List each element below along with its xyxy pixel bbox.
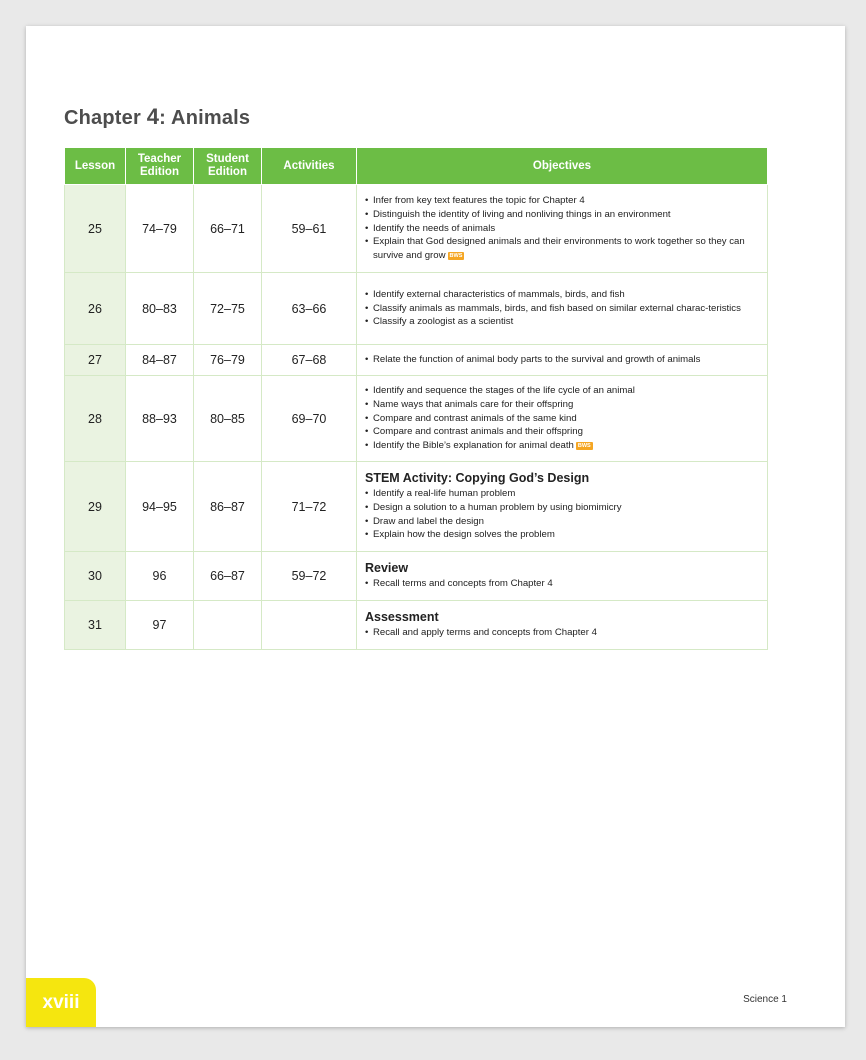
objective-item <box>365 528 759 542</box>
objectives-cell <box>357 552 768 601</box>
student-edition-pages: 66–71 <box>194 185 262 273</box>
teacher-edition-pages: 96 <box>126 552 194 601</box>
objective-item <box>365 235 759 262</box>
teacher-edition-pages: 94–95 <box>126 462 194 552</box>
header-teacher-edition: Teacher Edition <box>126 148 194 185</box>
objectives-list <box>365 288 759 329</box>
objective-item <box>365 398 759 412</box>
objective-text: Identify the needs of animals <box>373 222 496 234</box>
objective-text: Recall terms and concepts from Chapter 4 <box>373 578 553 590</box>
objectives-cell <box>357 376 768 462</box>
activities-pages: 59–61 <box>262 185 357 273</box>
activities-pages: 71–72 <box>262 462 357 552</box>
objectives-list <box>365 577 759 591</box>
objective-item <box>365 384 759 398</box>
activities-pages: 67–68 <box>262 345 357 376</box>
header-activities: Activities <box>262 148 357 185</box>
objective-text: Classify a zoologist as a scientist <box>373 316 514 328</box>
lesson-number: 30 <box>65 552 126 601</box>
objectives-list <box>365 353 759 367</box>
objective-text: Identify the Bible’s explanation for animal death <box>373 440 574 452</box>
header-objectives: Objectives <box>357 148 768 185</box>
bws-badge-icon: BWS <box>577 443 591 450</box>
objectives-cell <box>357 185 768 273</box>
objective-item <box>365 194 759 208</box>
teacher-edition-pages: 84–87 <box>126 345 194 376</box>
objective-heading: Review <box>365 561 409 576</box>
table-row <box>65 376 768 462</box>
student-edition-pages: 86–87 <box>194 462 262 552</box>
activities-pages: 69–70 <box>262 376 357 462</box>
student-edition-pages: 80–85 <box>194 376 262 462</box>
book-title: Science 1 <box>743 994 787 1005</box>
table-row <box>65 601 768 650</box>
objective-item <box>365 577 759 591</box>
objective-item <box>365 501 759 515</box>
teacher-edition-pages: 88–93 <box>126 376 194 462</box>
activities-pages <box>262 601 357 650</box>
chapter-prefix: Chapter <box>64 107 141 129</box>
objectives-list <box>365 626 759 640</box>
table-row <box>65 185 768 273</box>
lesson-number: 31 <box>65 601 126 650</box>
header-lesson: Lesson <box>65 148 126 185</box>
objective-text: Explain how the design solves the problem <box>373 529 555 541</box>
objective-text: Draw and label the design <box>373 515 484 527</box>
objective-item <box>365 208 759 222</box>
objective-text: Identify and sequence the stages of the life cycle of an animal <box>373 385 635 397</box>
table-header-row <box>65 148 768 185</box>
objective-text: Identify a real-life human problem <box>373 488 516 500</box>
document-page <box>26 26 845 1027</box>
objective-text: Explain that God designed animals and their environments to work together so they can survive and grow <box>373 236 745 262</box>
objective-item <box>365 515 759 529</box>
objective-item <box>365 353 759 367</box>
objective-item <box>365 288 759 302</box>
objective-item <box>365 487 759 501</box>
header-student-edition: Student Edition <box>194 148 262 185</box>
objective-text: Relate the function of animal body parts to the survival and growth of animals <box>373 354 701 366</box>
objectives-cell <box>357 273 768 345</box>
objective-item <box>365 222 759 236</box>
activities-pages: 63–66 <box>262 273 357 345</box>
objective-item <box>365 302 759 316</box>
table-row <box>65 345 768 376</box>
objective-heading: STEM Activity: Copying God’s Design <box>365 471 590 486</box>
objective-text: Recall and apply terms and concepts from Chapter 4 <box>373 627 597 639</box>
objective-item <box>365 439 759 453</box>
page-number: xviii <box>42 991 80 1013</box>
student-edition-pages: 66–87 <box>194 552 262 601</box>
activities-pages: 59–72 <box>262 552 357 601</box>
table-row <box>65 273 768 345</box>
objective-item <box>365 315 759 329</box>
objectives-cell <box>357 345 768 376</box>
objective-item <box>365 626 759 640</box>
lesson-number: 29 <box>65 462 126 552</box>
lesson-number: 25 <box>65 185 126 273</box>
lesson-number: 27 <box>65 345 126 376</box>
objective-text: Design a solution to a human problem by using biomimicry <box>373 501 622 513</box>
objective-text: Compare and contrast animals of the same kind <box>373 412 577 424</box>
teacher-edition-pages: 97 <box>126 601 194 650</box>
objective-item <box>365 412 759 426</box>
bws-badge-icon: BWS <box>449 253 463 260</box>
objective-text: Infer from key text features the topic for Chapter 4 <box>373 195 585 207</box>
teacher-edition-pages: 74–79 <box>126 185 194 273</box>
objective-item <box>365 425 759 439</box>
table-body <box>65 185 768 650</box>
page-number-tab <box>26 978 96 1027</box>
objective-text: Name ways that animals care for their offspring <box>373 398 574 410</box>
lesson-number: 26 <box>65 273 126 345</box>
objective-text: Distinguish the identity of living and nonliving things in an environment <box>373 208 671 220</box>
objective-text: Identify external characteristics of mammals, birds, and fish <box>373 288 625 300</box>
teacher-edition-pages: 80–83 <box>126 273 194 345</box>
student-edition-pages <box>194 601 262 650</box>
objectives-cell <box>357 601 768 650</box>
chapter-name: : Animals <box>159 107 251 129</box>
objective-text: Compare and contrast animals and their offspring <box>373 426 583 438</box>
table-row <box>65 552 768 601</box>
objective-text: Classify animals as mammals, birds, and fish based on similar external charac-teristics <box>373 302 741 314</box>
student-edition-pages: 72–75 <box>194 273 262 345</box>
objectives-list <box>365 384 759 453</box>
objectives-cell <box>357 462 768 552</box>
lesson-table <box>64 147 768 650</box>
objectives-list <box>365 487 759 542</box>
chapter-number: 4 <box>146 104 160 129</box>
objective-heading: Assessment <box>365 610 439 625</box>
objectives-list <box>365 194 759 263</box>
table-row <box>65 462 768 552</box>
lesson-number: 28 <box>65 376 126 462</box>
chapter-title <box>64 104 250 130</box>
student-edition-pages: 76–79 <box>194 345 262 376</box>
